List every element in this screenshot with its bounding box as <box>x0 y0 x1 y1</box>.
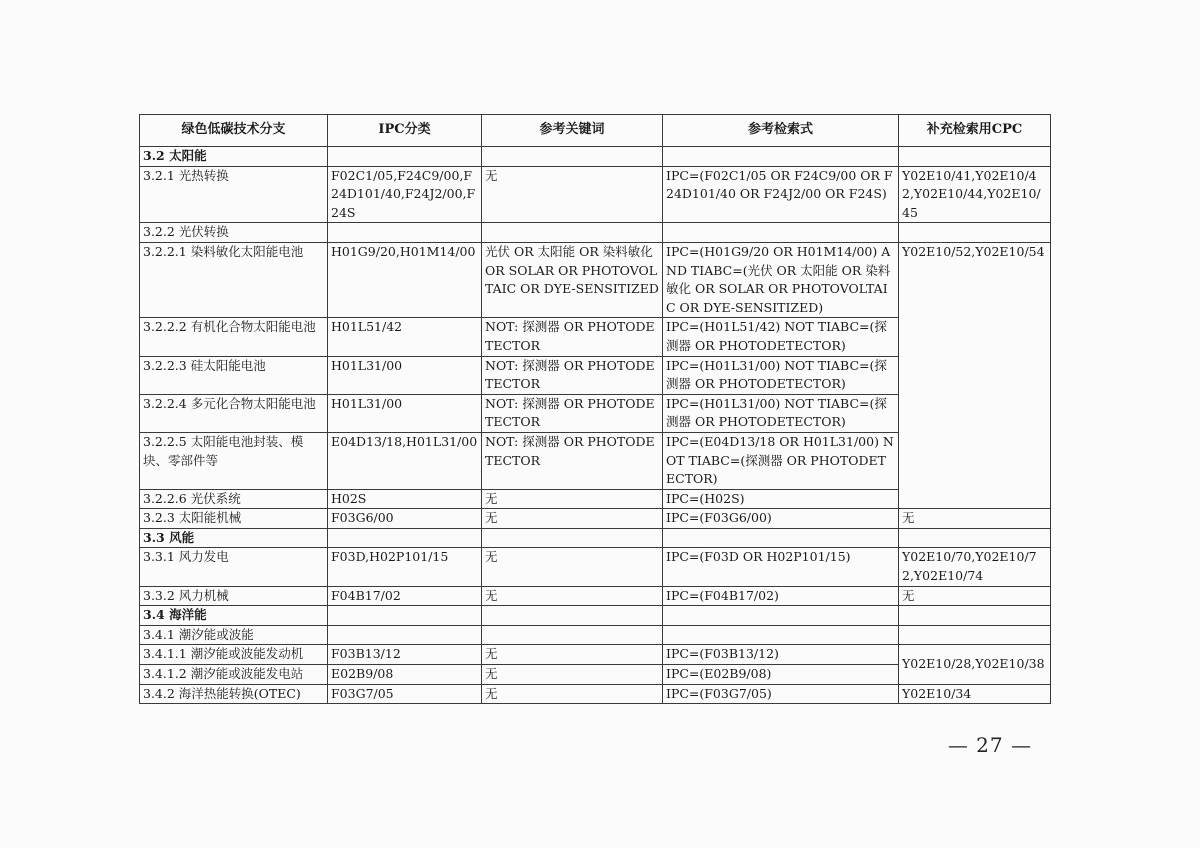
branch-cell: 3.2.2.1 染料敏化太阳能电池 <box>140 242 328 317</box>
branch-cell: 3.3.2 风力机械 <box>140 586 328 606</box>
query-cell: IPC=(H02S) <box>663 489 899 509</box>
keywords-cell: 光伏 OR 太阳能 OR 染料敏化 OR SOLAR OR PHOTOVOLTAIC OR DYE-SENSITIZED <box>482 242 663 317</box>
branch-cell: 3.4.1.1 潮汐能或波能发动机 <box>140 645 328 665</box>
branch-cell: 3.4.2 海洋热能转换(OTEC) <box>140 684 328 704</box>
ipc-classification-table <box>139 114 1051 704</box>
branch-cell: 3.4.1.2 潮汐能或波能发电站 <box>140 665 328 685</box>
cpc-cell: 无 <box>899 509 1051 529</box>
query-cell: IPC=(H01L31/00) NOT TIABC=(探测器 OR PHOTODETECTOR) <box>663 356 899 394</box>
query-cell: IPC=(E02B9/08) <box>663 665 899 685</box>
table-row <box>140 166 1051 223</box>
header-ipc: IPC分类 <box>328 115 482 147</box>
ipc-cell: F04B17/02 <box>328 586 482 606</box>
ipc-cell: H01L51/42 <box>328 318 482 356</box>
query-cell: IPC=(F03B13/12) <box>663 645 899 665</box>
keywords-cell: 无 <box>482 586 663 606</box>
keywords-cell: 无 <box>482 509 663 529</box>
table-row <box>140 223 1051 243</box>
query-cell: IPC=(F03G7/05) <box>663 684 899 704</box>
keywords-cell: 无 <box>482 645 663 665</box>
table-row <box>140 528 1051 548</box>
branch-cell: 3.4.1 潮汐能或波能 <box>140 625 328 645</box>
branch-cell: 3.2.2.4 多元化合物太阳能电池 <box>140 394 328 432</box>
ipc-cell: F03D,H02P101/15 <box>328 548 482 586</box>
query-cell: IPC=(F03G6/00) <box>663 509 899 529</box>
ipc-cell: F03G7/05 <box>328 684 482 704</box>
table-row <box>140 548 1051 586</box>
branch-cell: 3.2.2.5 太阳能电池封装、模块、零部件等 <box>140 432 328 489</box>
branch-cell: 3.2 太阳能 <box>140 147 328 167</box>
query-cell: IPC=(F02C1/05 OR F24C9/00 OR F24D101/40 OR F24J2/00 OR F24S) <box>663 166 899 223</box>
header-branch: 绿色低碳技术分支 <box>140 115 328 147</box>
keywords-cell: NOT: 探测器 OR PHOTODETECTOR <box>482 394 663 432</box>
keywords-cell: NOT: 探测器 OR PHOTODETECTOR <box>482 432 663 489</box>
keywords-cell: 无 <box>482 548 663 586</box>
ipc-cell: F02C1/05,F24C9/00,F24D101/40,F24J2/00,F24S <box>328 166 482 223</box>
keywords-cell: 无 <box>482 166 663 223</box>
branch-cell: 3.2.2 光伏转换 <box>140 223 328 243</box>
branch-cell: 3.2.2.3 硅太阳能电池 <box>140 356 328 394</box>
branch-cell: 3.4 海洋能 <box>140 606 328 626</box>
ipc-cell: F03G6/00 <box>328 509 482 529</box>
table-row <box>140 625 1051 645</box>
ipc-cell: F03B13/12 <box>328 645 482 665</box>
header-cpc: 补充检索用CPC <box>899 115 1051 147</box>
keywords-cell: NOT: 探测器 OR PHOTODETECTOR <box>482 318 663 356</box>
ipc-cell: E04D13/18,H01L31/00 <box>328 432 482 489</box>
branch-cell: 3.2.1 光热转换 <box>140 166 328 223</box>
query-cell: IPC=(H01L31/00) NOT TIABC=(探测器 OR PHOTODETECTOR) <box>663 394 899 432</box>
branch-cell: 3.2.2.6 光伏系统 <box>140 489 328 509</box>
query-cell: IPC=(F04B17/02) <box>663 586 899 606</box>
ipc-cell: H01L31/00 <box>328 394 482 432</box>
page-number: — 27 — <box>947 733 1032 757</box>
table-header-row <box>140 115 1051 147</box>
ipc-cell: H01L31/00 <box>328 356 482 394</box>
branch-cell: 3.3.1 风力发电 <box>140 548 328 586</box>
table-row <box>140 684 1051 704</box>
query-cell: IPC=(H01L51/42) NOT TIABC=(探测器 OR PHOTODETECTOR) <box>663 318 899 356</box>
keywords-cell: 无 <box>482 684 663 704</box>
query-cell: IPC=(E04D13/18 OR H01L31/00) NOT TIABC=(探测器 OR PHOTODETECTOR) <box>663 432 899 489</box>
cpc-cell: Y02E10/28,Y02E10/38 <box>899 645 1051 684</box>
cpc-cell: Y02E10/70,Y02E10/72,Y02E10/74 <box>899 548 1051 586</box>
keywords-cell: 无 <box>482 665 663 685</box>
cpc-cell: Y02E10/41,Y02E10/42,Y02E10/44,Y02E10/45 <box>899 166 1051 223</box>
table-row <box>140 586 1051 606</box>
branch-cell: 3.2.3 太阳能机械 <box>140 509 328 529</box>
table-row <box>140 242 1051 317</box>
table-row <box>140 606 1051 626</box>
cpc-cell: Y02E10/34 <box>899 684 1051 704</box>
header-keywords: 参考关键词 <box>482 115 663 147</box>
header-query: 参考检索式 <box>663 115 899 147</box>
ipc-cell: H02S <box>328 489 482 509</box>
branch-cell: 3.2.2.2 有机化合物太阳能电池 <box>140 318 328 356</box>
branch-cell: 3.3 风能 <box>140 528 328 548</box>
ipc-cell: H01G9/20,H01M14/00 <box>328 242 482 317</box>
table-row <box>140 147 1051 167</box>
cpc-cell: Y02E10/52,Y02E10/54 <box>899 242 1051 508</box>
ipc-cell: E02B9/08 <box>328 665 482 685</box>
query-cell: IPC=(H01G9/20 OR H01M14/00) AND TIABC=(光伏 OR 太阳能 OR 染料敏化 OR SOLAR OR PHOTOVOLTAIC OR DYE-SENSITIZED) <box>663 242 899 317</box>
cpc-cell: 无 <box>899 586 1051 606</box>
table-row <box>140 509 1051 529</box>
keywords-cell: NOT: 探测器 OR PHOTODETECTOR <box>482 356 663 394</box>
table-row <box>140 645 1051 665</box>
keywords-cell: 无 <box>482 489 663 509</box>
query-cell: IPC=(F03D OR H02P101/15) <box>663 548 899 586</box>
